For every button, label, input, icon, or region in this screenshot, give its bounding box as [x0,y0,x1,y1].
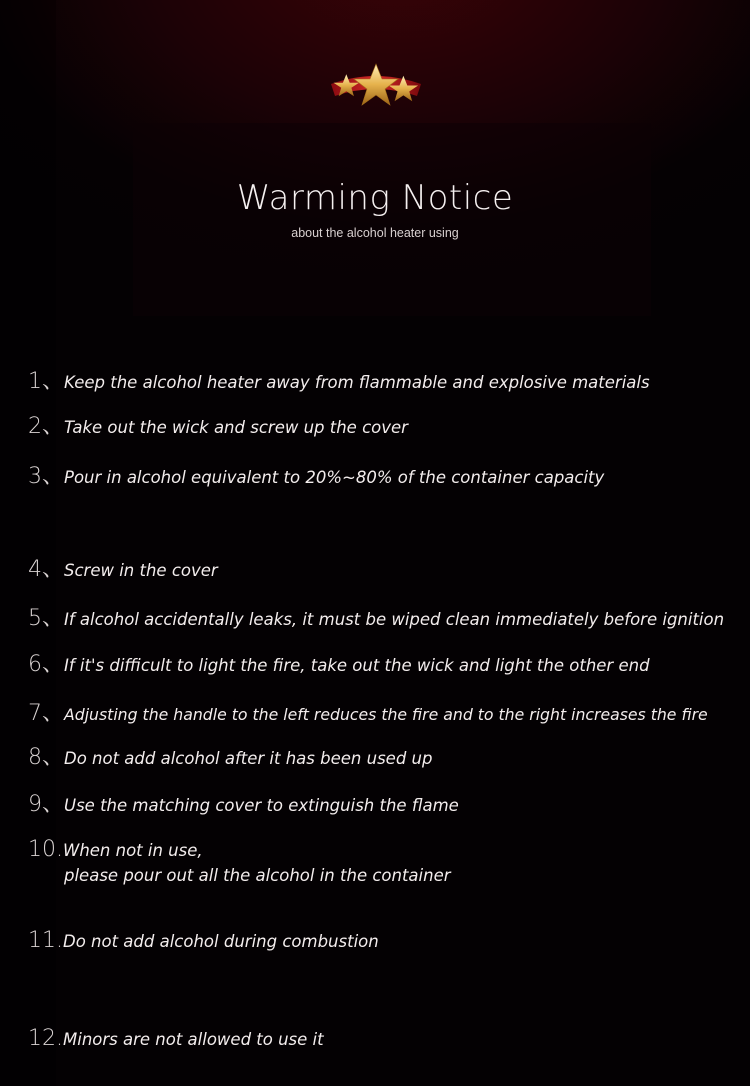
item-text: Do not add alcohol during combustion [63,932,379,951]
item-text: Use the matching cover to extinguish the flame [64,796,459,815]
item-number: 8、 [28,745,64,770]
page-title: Warming Notice [236,178,514,218]
item-text: Screw in the cover [64,561,218,580]
item-text: Take out the wick and screw up the cover [64,418,408,437]
notice-item-7 [28,696,708,727]
title-panel [133,123,651,316]
item-text: If it's difficult to light the fire, take out the wick and light the other end [64,656,650,675]
notice-item-5 [28,601,724,632]
notice-item-11 [28,928,379,953]
notice-item-2 [28,409,408,440]
item-text-line2: please pour out all the alcohol in the container [64,866,451,885]
item-text: When not in use, [63,841,203,860]
item-number: 6、 [28,652,64,677]
notice-item-12 [28,1026,324,1051]
gold-stars-ribbon-icon [327,62,425,114]
item-text: Adjusting the handle to the left reduces the fire and to the right increases the fire [64,705,708,724]
notice-item-3 [28,459,604,490]
left-shade-strip [0,0,56,1086]
item-text: Do not add alcohol after it has been used up [64,749,433,768]
item-number: 9、 [28,792,64,817]
item-text: Minors are not allowed to use it [63,1030,324,1049]
notice-item-1 [28,364,650,395]
notice-item-8 [28,740,432,771]
notice-item-10 [28,837,451,885]
item-number: 11. [28,928,63,953]
item-number: 5、 [28,606,64,631]
notice-item-4 [28,552,218,583]
item-text: Keep the alcohol heater away from flammable and explosive materials [64,373,650,392]
item-number: 10. [28,837,63,862]
item-number: 4、 [28,557,64,582]
item-number: 7、 [28,701,64,726]
item-number: 1、 [28,369,64,394]
notice-item-9 [28,787,459,818]
item-text: Pour in alcohol equivalent to 20%~80% of the container capacity [64,468,605,487]
item-text: If alcohol accidentally leaks, it must be wiped clean immediately before ignition [64,610,725,629]
item-number: 3、 [28,464,64,489]
page-subtitle: about the alcohol heater using [291,226,459,240]
item-number: 2、 [28,414,64,439]
item-number: 12. [28,1026,63,1051]
notice-item-6 [28,647,650,678]
